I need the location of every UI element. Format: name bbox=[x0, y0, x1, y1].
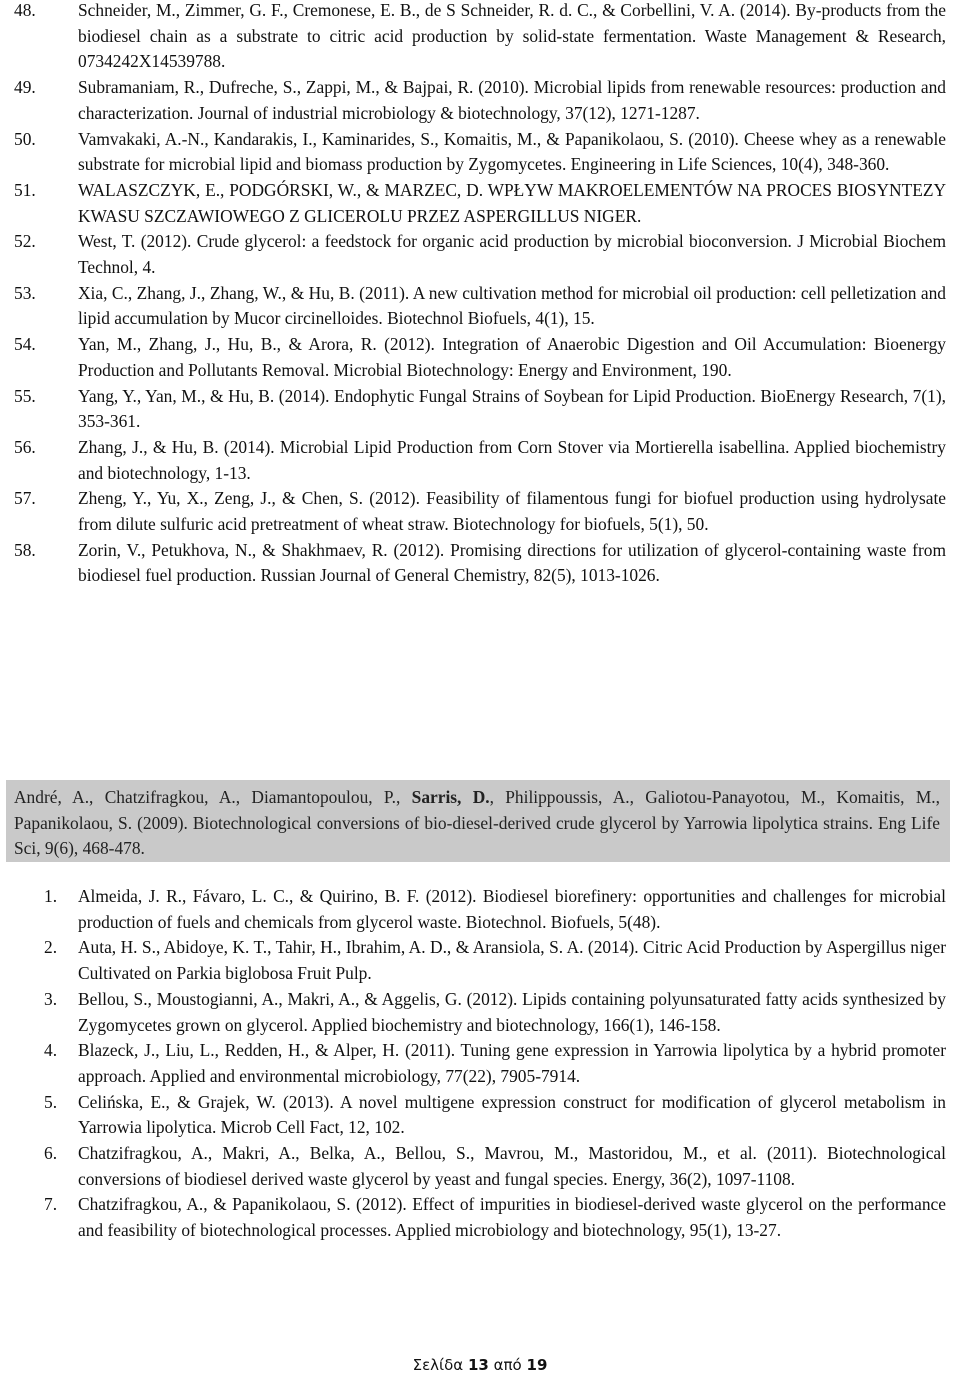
reference-item bbox=[0, 75, 960, 126]
citation-text-before: André, A., Chatzifragkou, A., Diamantopoulou, P., bbox=[14, 787, 412, 807]
reference-number: 48. bbox=[14, 0, 36, 20]
reference-number: 5. bbox=[44, 1091, 58, 1112]
reference-number: 52. bbox=[14, 231, 36, 252]
reference-item bbox=[0, 1038, 960, 1089]
reference-text: Schneider, M., Zimmer, G. F., Cremonese, E. B., de S Schneider, R. d. C., & Corbellini, V. A. (2014). By-products from the biodiesel chain as a substrate to citric acid production by solid-state fermentation. Waste Management & Research, 0734242X14539788. bbox=[78, 0, 946, 72]
reference-item bbox=[0, 987, 960, 1038]
reference-number: 51. bbox=[14, 179, 36, 200]
reference-number: 53. bbox=[14, 282, 36, 303]
reference-item bbox=[0, 1090, 960, 1141]
page-footer bbox=[0, 1356, 960, 1374]
reference-number: 49. bbox=[14, 77, 36, 98]
reference-text: Subramaniam, R., Dufreche, S., Zappi, M., & Bajpai, R. (2010). Microbial lipids from renewable resources: production and characterization. Journal of industrial microbiology & biotechnology, 37(12), 1271-1287. bbox=[78, 77, 946, 123]
reference-text: Celińska, E., & Grajek, W. (2013). A novel multigene expression construct for modification of glycerol metabolism in Yarrowia lipolytica. Microb Cell Fact, 12, 102. bbox=[78, 1091, 946, 1138]
reference-text: Bellou, S., Moustogianni, A., Makri, A., & Aggelis, G. (2012). Lipids containing polyunsaturated fatty acids synthesized by Zygomycetes grown on glycerol. Applied biochemistry and biotechnology, 166(1), 146-158. bbox=[78, 988, 946, 1035]
footer-page-label: Σελίδα bbox=[412, 1356, 464, 1374]
reference-item bbox=[0, 281, 960, 332]
reference-number: 6. bbox=[44, 1143, 58, 1164]
reference-number: 55. bbox=[14, 385, 36, 406]
reference-text: Yang, Y., Yan, M., & Hu, B. (2014). Endophytic Fungal Strains of Soybean for Lipid Production. BioEnergy Research, 7(1), 353-361. bbox=[78, 385, 946, 432]
reference-item bbox=[0, 127, 960, 178]
reference-text: Vamvakaki, A.-N., Kandarakis, I., Kaminarides, S., Komaitis, M., & Papanikolaou, S. (2010). Cheese whey as a renewable substrate for microbial lipid and biomass production by Zygomycetes. Engineering in Life Sciences, 10(4), 348-360. bbox=[78, 128, 946, 175]
reference-item bbox=[0, 486, 960, 537]
reference-text: WALASZCZYK, E., PODGÓRSKI, W., & MARZEC, D. WPŁYW MAKROELEMENTÓW NA PROCES BIOSYNTEZY KWASU SZCZAWIOWEGO Z GLICEROLU PRZEZ ASPERGILLUS NIGER. bbox=[78, 179, 946, 226]
reference-text: Blazeck, J., Liu, L., Redden, H., & Alper, H. (2011). Tuning gene expression in Yarrowia lipolytica by a hybrid promoter approach. Applied and environmental microbiology, 77(22), 7905-7914. bbox=[78, 1040, 946, 1086]
reference-number: 54. bbox=[14, 334, 36, 355]
reference-text: Zheng, Y., Yu, X., Zeng, J., & Chen, S. (2012). Feasibility of filamentous fungi for biofuel production using hydrolysate from dilute sulfuric acid pretreatment of wheat straw. Biotechnology for biofuels, 5(1), 50. bbox=[78, 488, 946, 535]
reference-item bbox=[0, 384, 960, 435]
reference-item bbox=[0, 538, 960, 589]
reference-list-bottom bbox=[0, 884, 960, 1244]
reference-number: 4. bbox=[44, 1040, 58, 1061]
reference-number: 57. bbox=[14, 488, 36, 509]
reference-number: 1. bbox=[44, 886, 58, 906]
reference-text: Xia, C., Zhang, J., Zhang, W., & Hu, B. (2011). A new cultivation method for microbial oil production: cell pelletization and lipid accumulation by Mucor circinelloides. Biotechnol Biofuels, 4(1), 15. bbox=[78, 282, 946, 329]
reference-item bbox=[0, 1141, 960, 1192]
reference-number: 2. bbox=[44, 937, 58, 958]
reference-list-top bbox=[0, 0, 960, 589]
footer-of-label: από bbox=[493, 1356, 522, 1374]
reference-item bbox=[0, 0, 960, 75]
reference-item bbox=[0, 935, 960, 986]
reference-number: 56. bbox=[14, 436, 36, 457]
reference-text: West, T. (2012). Crude glycerol: a feedstock for organic acid production by microbial bioconversion. J Microbial Biochem Technol, 4. bbox=[78, 231, 946, 278]
reference-number: 58. bbox=[14, 539, 36, 560]
reference-item bbox=[0, 1192, 960, 1243]
reference-item bbox=[0, 178, 960, 229]
highlighted-citation-box bbox=[6, 780, 950, 862]
reference-text: Almeida, J. R., Fávaro, L. C., & Quirino, B. F. (2012). Biodiesel biorefinery: opportunities and challenges for microbial production of fuels and chemicals from glycerol waste. Biotechnol. Biofuels, 5(48). bbox=[78, 886, 946, 932]
reference-text: Auta, H. S., Abidoye, K. T., Tahir, H., Ibrahim, A. D., & Aransiola, S. A. (2014). Citric Acid Production by Aspergillus niger Cultivated on Parkia biglobosa Fruit Pulp. bbox=[78, 937, 946, 984]
reference-item bbox=[0, 435, 960, 486]
footer-current-page: 13 bbox=[467, 1356, 489, 1374]
reference-number: 50. bbox=[14, 128, 36, 149]
reference-text: Chatzifragkou, A., Makri, A., Belka, A., Bellou, S., Mavrou, M., Mastoridou, M., et al. (2011). Biotechnological conversions of biodiesel derived waste glycerol by yeast and fungal species. Energy, 36(2), 1097-1108. bbox=[78, 1143, 946, 1189]
reference-text: Zhang, J., & Hu, B. (2014). Microbial Lipid Production from Corn Stover via Mortierella isabellina. Applied biochemistry and biotechnology, 1-13. bbox=[78, 436, 946, 483]
reference-text: Chatzifragkou, A., & Papanikolaou, S. (2012). Effect of impurities in biodiesel-derived waste glycerol on the performance and feasibility of biotechnological processes. Applied microbiology and biotechnology, 95(1), 13-27. bbox=[78, 1194, 946, 1241]
reference-number: 3. bbox=[44, 988, 58, 1009]
reference-text: Yan, M., Zhang, J., Hu, B., & Arora, R. (2012). Integration of Anaerobic Digestion and Oil Accumulation: Bioenergy Production and Pollutants Removal. Microbial Biotechnology: Energy and Environment, 190. bbox=[78, 334, 946, 380]
footer-total-pages: 19 bbox=[526, 1356, 548, 1374]
reference-text: Zorin, V., Petukhova, N., & Shakhmaev, R. (2012). Promising directions for utilization of glycerol-containing waste from biodiesel fuel production. Russian Journal of General Chemistry, 82(5), 1013-1026. bbox=[78, 539, 946, 586]
reference-number: 7. bbox=[44, 1194, 58, 1215]
citation-text-after: , Philippoussis, A., Galiotou-Panayotou, M., Komaitis, M., Papanikolaou, S. (2009). Biotechnological conversions of bio-diesel-derived crude glycerol by Yarrowia lipolytica strains. Eng Life Sci, 9(6), 468-478. bbox=[14, 787, 940, 859]
citation-highlighted-author: Sarris, D. bbox=[411, 787, 490, 807]
reference-item bbox=[0, 229, 960, 280]
reference-item bbox=[0, 332, 960, 383]
reference-item bbox=[0, 884, 960, 935]
